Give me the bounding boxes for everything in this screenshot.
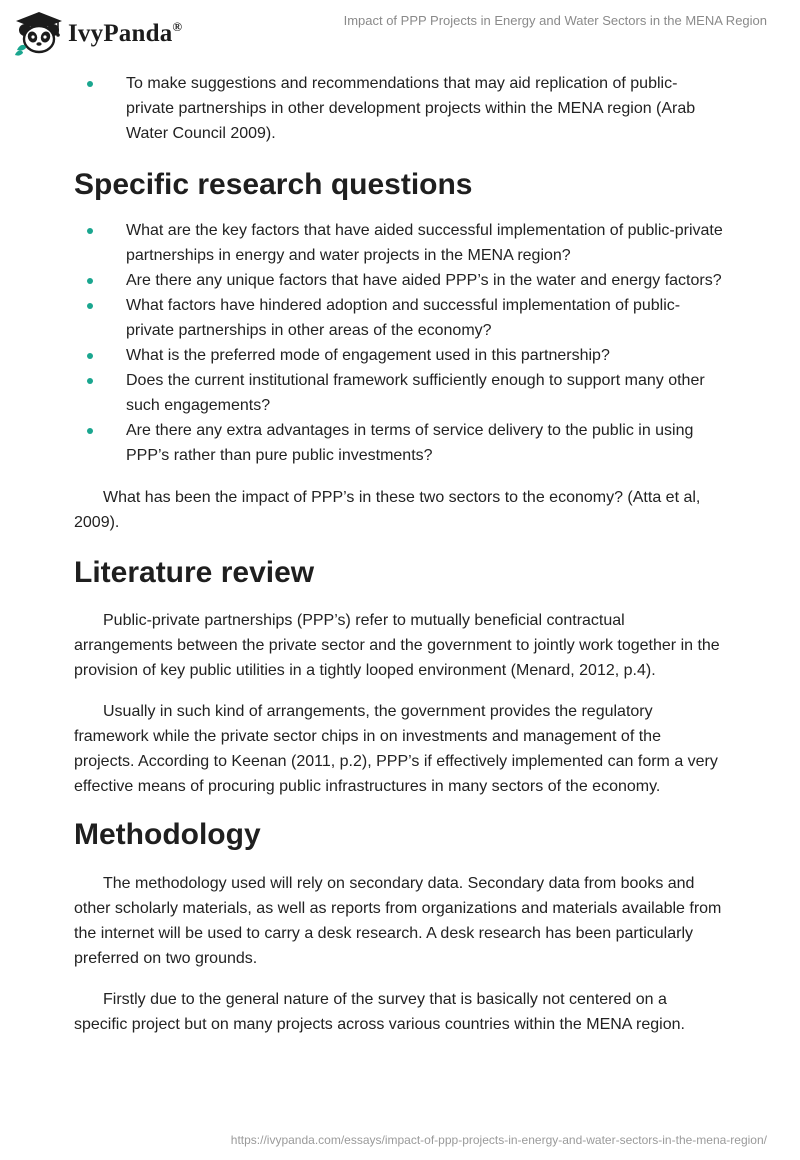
brand-name: IvyPanda® [68, 18, 183, 47]
document-title: Impact of PPP Projects in Energy and Water Sectors in the MENA Region [343, 13, 767, 28]
bullet-icon [87, 378, 93, 384]
list-item: What is the preferred mode of engagement used in this partnership? [74, 343, 724, 368]
paragraph: Firstly due to the general nature of the survey that is basically not centered on a specific project but on many projects across various countries within the MENA region. [74, 991, 685, 1033]
list-item: Does the current institutional framework sufficiently enough to support many other such engagements? [74, 368, 724, 418]
list-item: What are the key factors that have aided successful implementation of public-private partnerships in energy and water projects in the MENA region? [74, 218, 724, 268]
list-item: Are there any extra advantages in terms of service delivery to the public in using PPP’s rather than pure public investments? [74, 418, 724, 468]
source-url[interactable]: https://ivypanda.com/essays/impact-of-ppp-projects-in-energy-and-water-sectors-in-the-mena-region/ [230, 1133, 767, 1147]
list-item: To make suggestions and recommendations that may aid replication of public-private partnerships in other development projects within the MENA region (Arab Water Council 2009). [74, 71, 724, 146]
bullet-icon [87, 428, 93, 434]
bullet-icon [87, 353, 93, 359]
section-heading-research-questions: Specific research questions [74, 168, 473, 201]
paragraph: Public-private partnerships (PPP’s) refer to mutually beneficial contractual arrangements between the private sector and the government to jointly work together in the provision of key public utilities in a tightly looped environment (Menard, 2012, p.4). [74, 612, 720, 679]
objectives-list [74, 71, 724, 146]
essay-body [74, 71, 724, 1037]
research-questions-list [74, 218, 724, 468]
page-header [0, 0, 800, 64]
bullet-icon [87, 303, 93, 309]
list-item: What factors have hindered adoption and successful implementation of public-private partnerships in other areas of the economy? [74, 293, 724, 343]
paragraph: Usually in such kind of arrangements, the government provides the regulatory framework while the private sector chips in on investments and management of the projects. According to Keenan (2011, p.2), PPP’s if effectively implemented can form a very effective means of procuring public infrastructures in many sectors of the economy. [74, 703, 718, 795]
paragraph: The methodology used will rely on secondary data. Secondary data from books and other scholarly materials, as well as reports from organizations and materials available from the internet will be used to carry a desk research. A desk research has been particularly preferred on two grounds. [74, 875, 722, 967]
bullet-icon [87, 278, 93, 284]
panda-graduate-icon [14, 10, 64, 56]
bullet-icon [87, 81, 93, 87]
section-heading-methodology: Methodology [74, 818, 261, 851]
bullet-icon [87, 228, 93, 234]
list-item: Are there any unique factors that have aided PPP’s in the water and energy factors? [74, 268, 724, 293]
closing-question: What has been the impact of PPP’s in these two sectors to the economy? (Atta et al, 2009). [74, 489, 701, 531]
section-heading-literature-review: Literature review [74, 556, 315, 589]
ivypanda-logo[interactable] [14, 10, 182, 56]
